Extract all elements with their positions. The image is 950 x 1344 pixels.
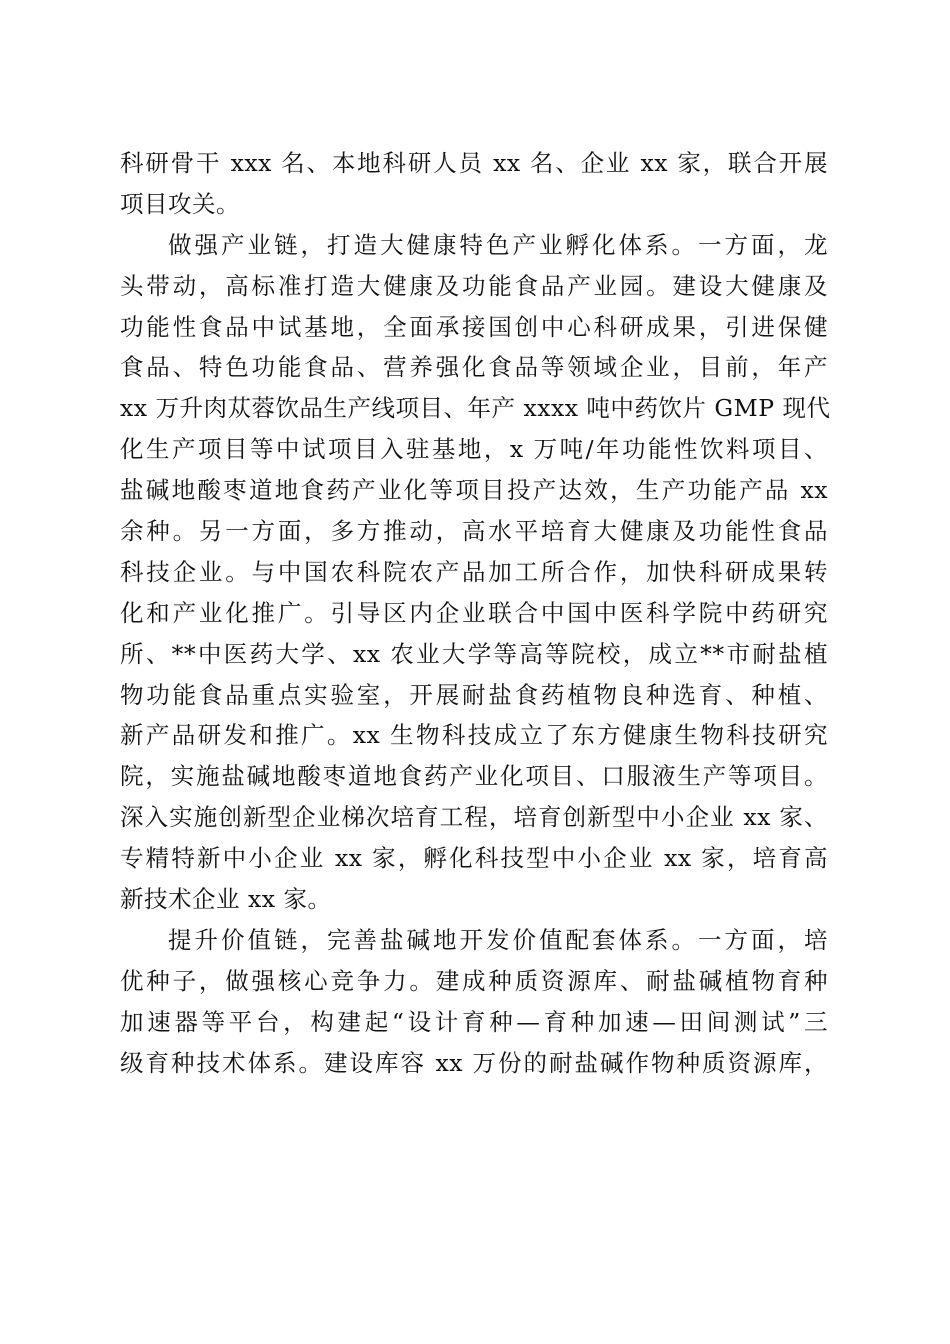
text-line: 科研骨干 xxx 名、本地科研人员 xx 名、企业 xx 家，联合开展 xyxy=(120,149,828,177)
paragraph-first-line: 提升价值链，完善盐碱地开发价值配套体系。一方面，培 xyxy=(168,925,828,954)
text-line: 食品、特色功能食品、营养强化食品等领域企业，目前，年产 xyxy=(120,353,828,382)
text-line: 功能性食品中试基地，全面承接国创中心科研成果，引进保健 xyxy=(120,312,828,341)
text-line: xx 万升肉苁蓉饮品生产线项目、年产 xxxx 吨中药饮片 GMP 现代 xyxy=(120,394,831,423)
document-body xyxy=(120,143,831,1083)
paragraph-last-line: 新技术企业 xx 家。 xyxy=(120,885,332,914)
text-line: 级育种技术体系。建设库容 xx 万份的耐盐碱作物种质资源库， xyxy=(120,1048,828,1077)
text-line: 科技企业。与中国农科院农产品加工所合作，加快科研成果转 xyxy=(120,557,828,586)
text-line: 深入实施创新型企业梯次培育工程，培育创新型中小企业 xx 家、 xyxy=(120,803,828,832)
text-line: 加速器等平台，构建起“设计育种—育种加速—田间测试”三 xyxy=(120,1007,828,1036)
text-line: 余种。另一方面，多方推动，高水平培育大健康及功能性食品 xyxy=(120,517,828,546)
paragraph-last-line: 项目攻关。 xyxy=(120,189,240,218)
paragraph-first-line: 做强产业链，打造大健康特色产业孵化体系。一方面，龙 xyxy=(168,230,828,259)
text-line: 新产品研发和推广。xx 生物科技成立了东方健康生物科技研究 xyxy=(120,721,828,750)
text-line: 化生产项目等中试项目入驻基地，x 万吨/年功能性饮料项目、 xyxy=(120,435,828,464)
text-line: 盐碱地酸枣道地食药产业化等项目投产达效，生产功能产品 xx xyxy=(120,476,828,505)
text-line: 院，实施盐碱地酸枣道地食药产业化项目、口服液生产等项目。 xyxy=(120,762,828,791)
text-line: 所、**中医药大学、xx 农业大学等高等院校，成立**市耐盐植 xyxy=(120,639,828,668)
text-line: 化和产业化推广。引导区内企业联合中国中医科学院中药研究 xyxy=(120,598,828,627)
text-line: 专精特新中小企业 xx 家，孵化科技型中小企业 xx 家，培育高 xyxy=(120,844,828,873)
text-line: 物功能食品重点实验室，开展耐盐食药植物良种选育、种植、 xyxy=(120,680,828,709)
text-line: 头带动，高标准打造大健康及功能食品产业园。建设大健康及 xyxy=(120,271,828,300)
text-line: 优种子，做强核心竞争力。建成种质资源库、耐盐碱植物育种 xyxy=(120,966,828,995)
